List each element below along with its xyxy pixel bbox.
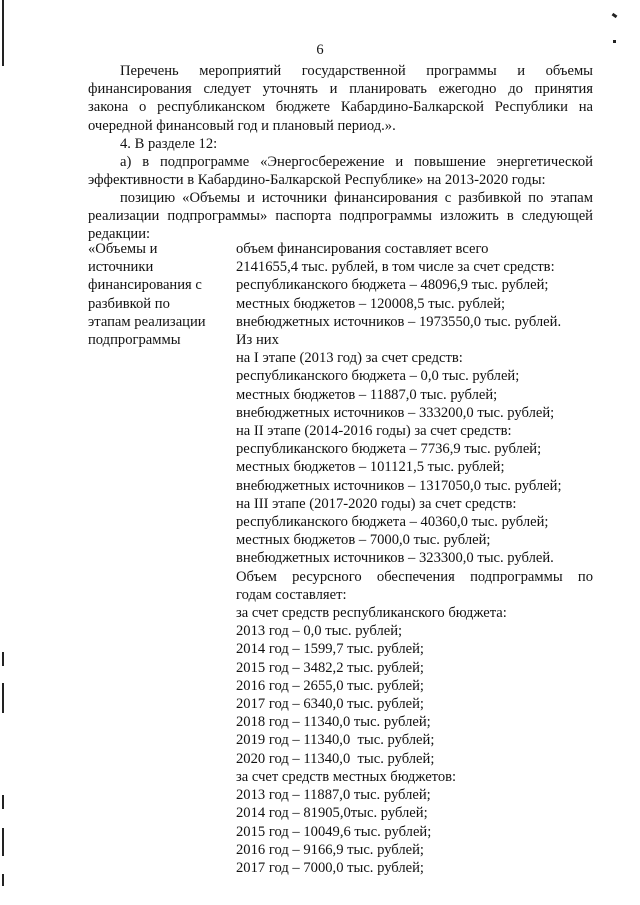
right-cell-line: 2013 год – 0,0 тыс. рублей; [236,623,403,640]
right-cell-line: 2015 год – 3482,2 тыс. рублей; [236,659,424,676]
right-cell-line: внебюджетных источников – 1973550,0 тыс. рублей. [236,313,562,330]
intro-paragraph [88,62,593,135]
right-cell-line: 2013 год – 11887,0 тыс. рублей; [236,787,431,804]
right-cell-line: республиканского бюджета – 0,0 тыс. рублей; [236,368,520,385]
right-cell-line: годам составляет: [236,586,347,603]
section-item-line: 4. В разделе 12: [120,136,218,152]
left-cell-line: «Объемы и [88,241,158,257]
right-cell-line: 2018 год – 11340,0 тыс. рублей; [236,714,431,731]
right-cell-line: 2014 год – 81905,0тыс. рублей; [236,805,428,822]
position-line: позицию «Объемы и источники финансирования с разбивкой по этапам [120,190,593,206]
funding-table-left-cell [88,240,228,349]
right-cell-line: объем финансирования составляет всего [236,241,489,257]
right-cell-line: 2141655,4 тыс. рублей, в том числе за счет средств: [236,259,555,276]
scan-mark-left-4 [2,828,4,856]
right-cell-line: за счет средств республиканского бюджета: [236,605,507,622]
left-cell-line: этапам реализации [88,313,206,330]
right-cell-line: местных бюджетов – 120008,5 тыс. рублей; [236,295,506,312]
right-cell-line: 2016 год – 9166,9 тыс. рублей; [236,841,424,858]
right-cell-line: местных бюджетов – 7000,0 тыс. рублей; [236,532,491,549]
right-cell-line: 2017 год – 7000,0 тыс. рублей; [236,859,424,876]
scan-mark-left-3 [2,795,4,809]
scan-mark-left-5 [2,874,4,886]
left-cell-line: подпрограммы [88,332,181,349]
left-cell-line: источники [88,259,154,276]
section-item [88,135,593,153]
right-cell-line: 2020 год – 11340,0 тыс. рублей; [236,750,435,767]
right-cell-line: Объем ресурсного обеспечения подпрограммы по [236,568,593,585]
right-cell-line: на II этапе (2014-2016 годы) за счет средств: [236,423,512,440]
right-cell-line: на I этапе (2013 год) за счет средств: [236,350,463,367]
page-number: 6 [316,42,324,58]
right-cell-line: местных бюджетов – 101121,5 тыс. рублей; [236,459,505,476]
right-cell-line: внебюджетных источников – 323300,0 тыс. рублей. [236,550,554,567]
right-cell-line: Из них [236,332,279,349]
scan-mark-left-1 [2,652,4,666]
intro-line: очередной финансовый год и плановый период.». [88,117,396,134]
position-line: реализации подпрограммы» паспорта подпрограммы изложить в следующей [88,208,593,225]
intro-line: закона о республиканском бюджете Кабардино-Балкарской Республики на [88,99,593,116]
left-cell-line: разбивкой по [88,295,170,312]
subitem-line: эффективности в Кабардино-Балкарской Республике» на 2013-2020 годы: [88,172,546,189]
funding-table-right-cell [236,240,593,877]
right-cell-line: за счет средств местных бюджетов: [236,768,457,785]
scan-mark-top-right [612,13,618,18]
right-cell-line: республиканского бюджета – 48096,9 тыс. рублей; [236,277,549,294]
right-cell-line: местных бюджетов – 11887,0 тыс. рублей; [236,386,498,403]
subitem-line: а) в подпрограмме «Энергосбережение и повышение энергетической [120,154,593,170]
subitem-paragraph [88,153,593,189]
right-cell-line: 2019 год – 11340,0 тыс. рублей; [236,732,435,749]
right-cell-line: 2015 год – 10049,6 тыс. рублей; [236,823,432,840]
left-cell-line: финансирования с [88,277,202,294]
right-cell-line: внебюджетных источников – 333200,0 тыс. рублей; [236,404,555,421]
right-cell-line: 2014 год – 1599,7 тыс. рублей; [236,641,424,658]
right-cell-line: 2016 год – 2655,0 тыс. рублей; [236,677,424,694]
right-cell-line: 2017 год – 6340,0 тыс. рублей; [236,696,424,713]
right-cell-line: республиканского бюджета – 40360,0 тыс. рублей; [236,514,549,531]
position-line: редакции: [88,226,151,243]
right-cell-line: республиканского бюджета – 7736,9 тыс. рублей; [236,441,542,458]
intro-line: Перечень мероприятий государственной программы и объемы [120,63,593,79]
intro-line: финансирования следует уточнять и планировать ежегодно до принятия [88,81,593,98]
right-cell-line: внебюджетных источников – 1317050,0 тыс. рублей; [236,477,562,494]
right-cell-line: на III этапе (2017-2020 годы) за счет средств: [236,495,517,512]
position-paragraph [88,189,593,244]
scan-mark-left-2 [2,683,4,713]
